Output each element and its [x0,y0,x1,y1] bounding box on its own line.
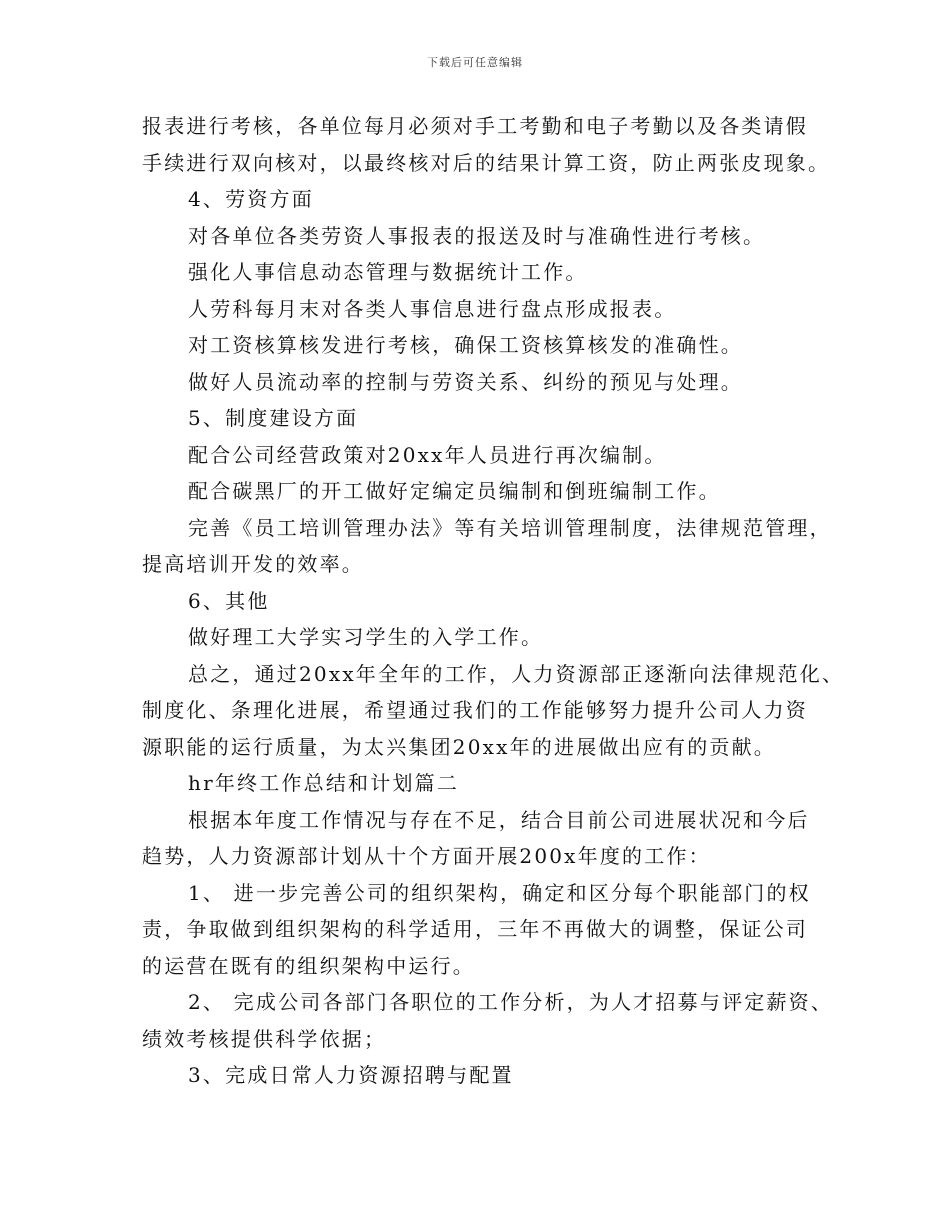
page-header-note: 下载后可任意编辑 [427,56,523,69]
text-line: 1、 进一步完善公司的组织架构，确定和区分每个职能部门的权 [188,880,811,905]
text-line: 强化人事信息动态管理与数据统计工作。 [188,260,588,284]
text-line: 的运营在既有的组织架构中运行。 [142,953,475,978]
text-line: 提高培训开发的效率。 [142,552,364,576]
section-heading: 6、其他 [188,588,270,613]
text-line: 配合公司经营政策对20xx年人员进行再次编制。 [188,442,667,467]
text-line: 完善《员工培训管理办法》等有关培训管理制度，法律规范管理， [188,515,832,540]
text-line: 2、 完成公司各部门各职位的工作分析，为人才招募与评定薪资、 [188,990,834,1014]
section-title: hr年终工作总结和计划篇二 [188,771,460,795]
text-line: 总之，通过20xx年全年的工作，人力资源部正逐渐向法律规范化、 [188,661,845,686]
text-line: 人劳科每月末对各类人事信息进行盘点形成报表。 [188,296,677,321]
document-body [142,108,845,1094]
text-line: 配合碳黑厂的开工做好定编定员编制和倒班编制工作。 [188,479,721,503]
text-line: 手续进行双向核对，以最终核对后的结果计算工资，防止两张皮现象。 [142,150,831,175]
text-line: 责，争取做到组织架构的科学适用，三年不再做大的调整，保证公司 [142,917,808,941]
text-line: 对工资核算核发进行考核，确保工资核算核发的准确性。 [188,333,743,357]
text-line: 做好人员流动率的控制与劳资关系、纠纷的预见与处理。 [188,369,743,394]
text-line: 趋势，人力资源部计划从十个方面开展200x年度的工作： [142,844,711,868]
text-line: 报表进行考核，各单位每月必须对手工考勤和电子考勤以及各类请假 [142,114,808,138]
text-line: 根据本年度工作情况与存在不足，结合目前公司进展状况和今后 [188,807,810,832]
text-line: 源职能的运行质量，为太兴集团20xx年的进展做出应有的贡献。 [142,734,777,759]
text-line: 制度化、条理化进展，希望通过我们的工作能够努力提升公司人力资 [142,698,808,722]
text-line: 对各单位各类劳资人事报表的报送及时与准确性进行考核。 [188,223,766,248]
section-heading: 3、完成日常人力资源招聘与配置 [188,1063,514,1087]
section-heading: 5、制度建设方面 [188,406,359,430]
text-line: 绩效考核提供科学依据； [142,1026,387,1051]
text-line: 做好理工大学实习学生的入学工作。 [188,625,544,649]
section-heading: 4、劳资方面 [188,187,314,211]
